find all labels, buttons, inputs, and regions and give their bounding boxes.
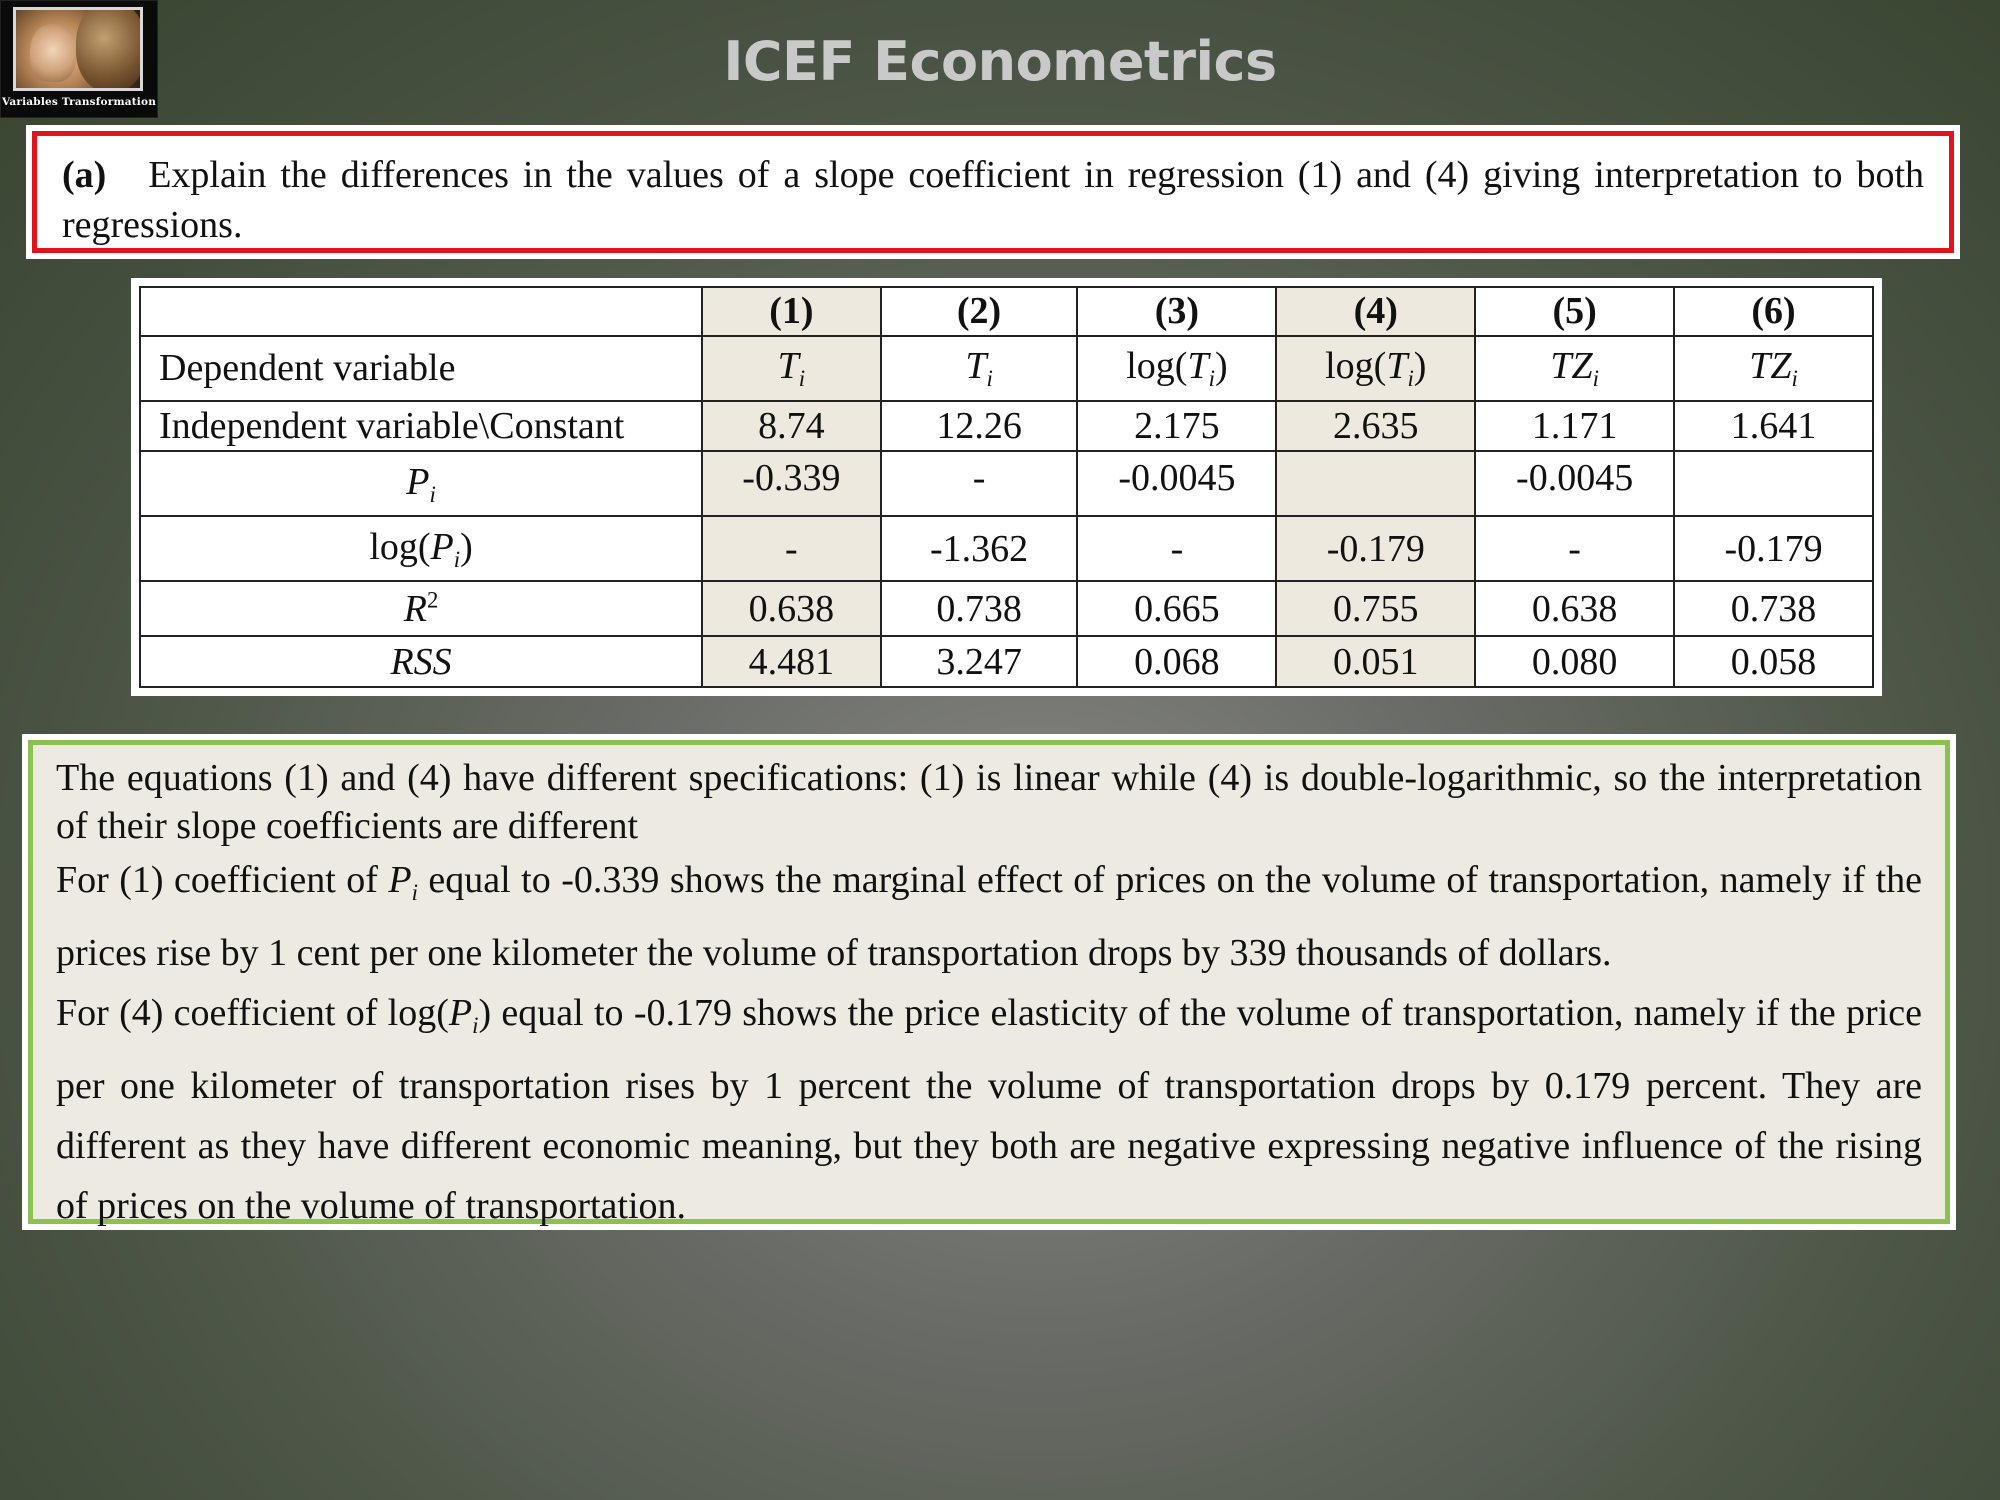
answer-box xyxy=(22,734,1956,1230)
table-cell: $TZ_i$ xyxy=(1674,336,1873,401)
table-cell: 0.665 xyxy=(1077,581,1276,636)
table-cell: 0.080 xyxy=(1475,636,1674,687)
table-cell: -1.362 xyxy=(881,516,1078,581)
table-cell: -0.179 xyxy=(1276,516,1475,581)
table-row xyxy=(140,336,1873,401)
table-cell: $\log(T_i)$ xyxy=(1077,336,1276,401)
table-cell: 0.755 xyxy=(1276,581,1475,636)
table-cell: 1.641 xyxy=(1674,401,1873,452)
question-label: (a) xyxy=(62,154,107,196)
row-label: RSS xyxy=(140,636,702,687)
question-box xyxy=(26,125,1960,259)
table-cell: 0.058 xyxy=(1674,636,1873,687)
table-cell: -0.179 xyxy=(1674,516,1873,581)
column-header: (6) xyxy=(1674,287,1873,336)
table-cell: 8.74 xyxy=(702,401,881,452)
column-header: (2) xyxy=(881,287,1078,336)
table-cell: 4.481 xyxy=(702,636,881,687)
row-label: $R^2$ xyxy=(140,581,702,636)
table-header-row xyxy=(140,287,1873,336)
table-row xyxy=(140,451,1873,516)
table-cell: 2.175 xyxy=(1077,401,1276,452)
question-text-block xyxy=(32,131,1954,253)
row-label: Independent variable\Constant xyxy=(140,401,702,452)
table-cell: $\log(T_i)$ xyxy=(1276,336,1475,401)
row-label: $P_i$ xyxy=(140,451,702,516)
question-text: Explain the differences in the values of a slope coefficient in regression (1) and (4) giving interpretation to both regressions. xyxy=(62,154,1925,246)
table-cell: 0.738 xyxy=(881,581,1078,636)
column-header: (3) xyxy=(1077,287,1276,336)
table-cell: 12.26 xyxy=(881,401,1078,452)
table-cell: - xyxy=(1077,516,1276,581)
answer-text-block xyxy=(28,740,1950,1227)
row-label: Dependent variable xyxy=(140,336,702,401)
table-cell: -0.339 xyxy=(702,451,881,516)
column-header: (5) xyxy=(1475,287,1674,336)
table-cell xyxy=(1276,451,1475,516)
table-cell: - xyxy=(1475,516,1674,581)
column-header: (4) xyxy=(1276,287,1475,336)
table-row xyxy=(140,581,1873,636)
results-table-panel xyxy=(131,278,1882,696)
answer-paragraph-3: For (4) coefficient of $\log(P_i)$ equal to -0.179 shows the price elasticity of the volume of transportation, namely if the price per one kilometer of transportation rises by 1 percent the volume of transportation drops by 0.179 percent. They are different as they have different economic meaning, but they both are negative expressing negative influence of the rising of prices on the volume of transportation. xyxy=(56,991,1922,1227)
answer-paragraph-1: The equations (1) and (4) have different specifications: (1) is linear while (4) is double-logarithmic, so the interpretation of their slope coefficients are different xyxy=(56,757,1922,847)
table-cell: 0.638 xyxy=(1475,581,1674,636)
column-header: (1) xyxy=(702,287,881,336)
regression-results-table xyxy=(139,286,1874,688)
table-cell: -0.0045 xyxy=(1475,451,1674,516)
table-row xyxy=(140,516,1873,581)
table-cell: 1.171 xyxy=(1475,401,1674,452)
answer-paragraph-2: For (1) coefficient of $P_i$ equal to -0.339 shows the marginal effect of prices on the volume of transportation, namely if the prices rise by 1 cent per one kilometer the volume of transportation drops by 339 thousands of dollars. xyxy=(56,859,1922,974)
table-cell: $T_i$ xyxy=(702,336,881,401)
table-cell: - xyxy=(702,516,881,581)
table-cell: - xyxy=(881,451,1078,516)
row-label: $\log(P_i)$ xyxy=(140,516,702,581)
table-cell: 3.247 xyxy=(881,636,1078,687)
table-cell: 2.635 xyxy=(1276,401,1475,452)
table-row xyxy=(140,401,1873,452)
table-cell: $T_i$ xyxy=(881,336,1078,401)
table-cell: 0.068 xyxy=(1077,636,1276,687)
table-cell xyxy=(1674,451,1873,516)
table-cell: 0.738 xyxy=(1674,581,1873,636)
table-cell: 0.638 xyxy=(702,581,881,636)
page-title: ICEF Econometrics xyxy=(723,30,1277,93)
table-row xyxy=(140,636,1873,687)
logo-caption: Variables Transformation xyxy=(1,96,157,108)
table-cell: 0.051 xyxy=(1276,636,1475,687)
table-cell: $TZ_i$ xyxy=(1475,336,1674,401)
table-cell: -0.0045 xyxy=(1077,451,1276,516)
